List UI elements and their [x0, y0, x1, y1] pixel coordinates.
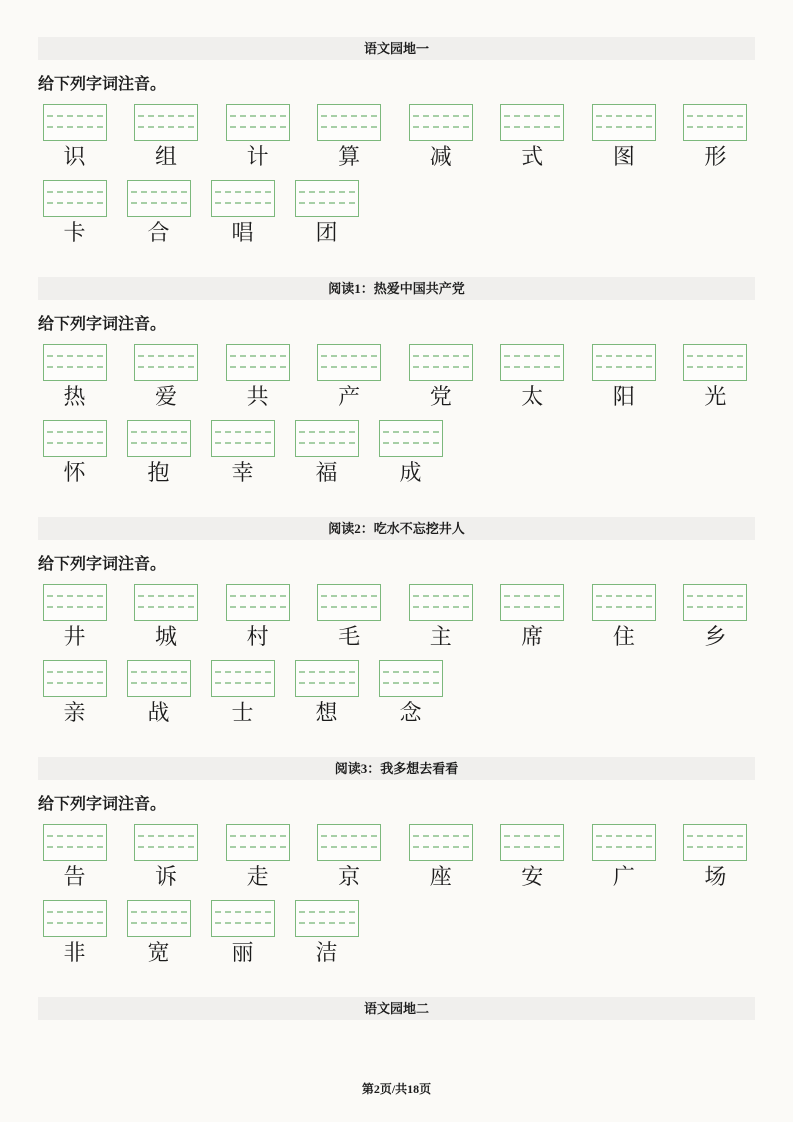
pinyin-input-box[interactable] — [683, 104, 747, 141]
pinyin-guide-line — [230, 366, 286, 368]
pinyin-cell — [42, 420, 107, 486]
pinyin-input-box[interactable] — [127, 900, 191, 937]
pinyin-guide-line — [687, 606, 743, 608]
pinyin-row — [38, 660, 755, 726]
pinyin-guide-line — [299, 442, 355, 444]
hanzi-character: 广 — [612, 864, 635, 889]
pinyin-cell — [317, 824, 382, 890]
pinyin-cell — [42, 824, 107, 890]
hanzi-character: 识 — [63, 144, 86, 169]
hanzi-character: 井 — [63, 624, 86, 649]
pinyin-input-box[interactable] — [43, 900, 107, 937]
hanzi-character: 太 — [521, 384, 544, 409]
hanzi-character: 诉 — [155, 864, 178, 889]
pinyin-guide-line — [47, 682, 103, 684]
pinyin-guide-line — [131, 431, 187, 433]
pinyin-guide-line — [47, 835, 103, 837]
pinyin-guide-line — [321, 115, 377, 117]
pinyin-input-box[interactable] — [211, 420, 275, 457]
pinyin-cell — [408, 104, 473, 170]
instruction-text: 给下列字词注音。 — [38, 76, 167, 93]
pinyin-guide-line — [215, 682, 271, 684]
pinyin-guide-line — [299, 431, 355, 433]
section-title: 语文园地一 — [38, 37, 755, 60]
pinyin-input-box[interactable] — [683, 584, 747, 621]
pinyin-cell — [210, 420, 275, 486]
pinyin-cell — [42, 180, 107, 246]
pinyin-guide-line — [47, 911, 103, 913]
pinyin-cell — [591, 344, 656, 410]
pinyin-guide-line — [596, 126, 652, 128]
pinyin-guide-line — [215, 431, 271, 433]
pinyin-guide-line — [47, 355, 103, 357]
hanzi-character: 算 — [338, 144, 361, 169]
pinyin-cell — [683, 584, 748, 650]
pinyin-guide-line — [215, 911, 271, 913]
pinyin-input-box[interactable] — [134, 824, 198, 861]
pinyin-guide-line — [215, 671, 271, 673]
pinyin-guide-line — [138, 355, 194, 357]
hanzi-character: 住 — [612, 624, 635, 649]
hanzi-character: 产 — [338, 384, 361, 409]
pinyin-guide-line — [687, 366, 743, 368]
pinyin-input-box[interactable] — [295, 180, 359, 217]
pinyin-input-box[interactable] — [43, 660, 107, 697]
pinyin-guide-line — [413, 355, 469, 357]
pinyin-guide-line — [383, 431, 439, 433]
pinyin-input-box[interactable] — [43, 180, 107, 217]
hanzi-character: 安 — [521, 864, 544, 889]
hanzi-character: 阳 — [612, 384, 635, 409]
pinyin-guide-line — [687, 595, 743, 597]
hanzi-character: 想 — [315, 700, 338, 725]
pinyin-cell — [42, 104, 107, 170]
hanzi-character: 共 — [246, 384, 269, 409]
pinyin-input-box[interactable] — [127, 660, 191, 697]
pinyin-cell — [591, 104, 656, 170]
pinyin-row — [38, 180, 755, 246]
pinyin-row — [38, 104, 748, 170]
pinyin-guide-line — [230, 835, 286, 837]
hanzi-character: 光 — [704, 384, 727, 409]
pinyin-guide-line — [138, 835, 194, 837]
pinyin-cell — [42, 900, 107, 966]
hanzi-character: 丽 — [231, 940, 254, 965]
pinyin-input-box[interactable] — [43, 824, 107, 861]
pinyin-guide-line — [215, 442, 271, 444]
pinyin-cell — [126, 900, 191, 966]
worksheet-content — [38, 37, 755, 1020]
pinyin-guide-line — [596, 835, 652, 837]
hanzi-character: 幸 — [231, 460, 254, 485]
pinyin-guide-line — [299, 671, 355, 673]
pinyin-input-box[interactable] — [409, 104, 473, 141]
pinyin-cell — [683, 344, 748, 410]
section-title: 阅读1：热爱中国共产党 — [38, 277, 755, 300]
pinyin-guide-line — [47, 922, 103, 924]
pinyin-guide-line — [383, 671, 439, 673]
hanzi-character: 唱 — [231, 220, 254, 245]
pinyin-guide-line — [138, 115, 194, 117]
pinyin-guide-line — [131, 922, 187, 924]
pinyin-cell — [500, 104, 565, 170]
pinyin-guide-line — [215, 191, 271, 193]
pinyin-cell — [294, 180, 359, 246]
pinyin-guide-line — [383, 442, 439, 444]
pinyin-cell — [134, 584, 199, 650]
worksheet-section — [38, 757, 755, 966]
pinyin-guide-line — [47, 595, 103, 597]
pinyin-guide-line — [230, 355, 286, 357]
pinyin-input-box[interactable] — [317, 344, 381, 381]
pinyin-guide-line — [138, 366, 194, 368]
pinyin-guide-line — [131, 191, 187, 193]
pinyin-input-box[interactable] — [127, 420, 191, 457]
pinyin-guide-line — [230, 126, 286, 128]
pinyin-input-box[interactable] — [500, 584, 564, 621]
pinyin-guide-line — [504, 595, 560, 597]
pinyin-guide-line — [215, 922, 271, 924]
pinyin-guide-line — [321, 355, 377, 357]
pinyin-cell — [225, 584, 290, 650]
pinyin-cell — [225, 104, 290, 170]
pinyin-guide-line — [596, 595, 652, 597]
hanzi-character: 团 — [315, 220, 338, 245]
pinyin-input-box[interactable] — [211, 180, 275, 217]
hanzi-character: 京 — [338, 864, 361, 889]
pinyin-guide-line — [131, 911, 187, 913]
pinyin-guide-line — [687, 115, 743, 117]
pinyin-input-box[interactable] — [500, 824, 564, 861]
pinyin-cell — [225, 824, 290, 890]
pinyin-input-box[interactable] — [317, 104, 381, 141]
pinyin-guide-line — [138, 606, 194, 608]
pinyin-guide-line — [47, 431, 103, 433]
pinyin-cell — [294, 660, 359, 726]
pinyin-input-box[interactable] — [295, 420, 359, 457]
pinyin-cell — [500, 824, 565, 890]
pinyin-guide-line — [687, 355, 743, 357]
worksheet-section — [38, 37, 755, 246]
pinyin-input-box[interactable] — [592, 104, 656, 141]
pinyin-guide-line — [321, 846, 377, 848]
hanzi-character: 主 — [429, 624, 452, 649]
pinyin-cell — [408, 584, 473, 650]
pinyin-guide-line — [687, 126, 743, 128]
hanzi-character: 成 — [399, 460, 422, 485]
pinyin-cell — [134, 104, 199, 170]
hanzi-character: 念 — [399, 700, 422, 725]
pinyin-cell — [500, 344, 565, 410]
pinyin-guide-line — [131, 202, 187, 204]
page-number: 第2页/共18页 — [361, 1082, 432, 1096]
pinyin-input-box[interactable] — [317, 584, 381, 621]
hanzi-character: 热 — [63, 384, 86, 409]
pinyin-guide-line — [299, 922, 355, 924]
pinyin-input-box[interactable] — [295, 660, 359, 697]
pinyin-cell — [294, 900, 359, 966]
pinyin-guide-line — [504, 366, 560, 368]
pinyin-row — [38, 420, 755, 486]
pinyin-input-box[interactable] — [134, 584, 198, 621]
pinyin-guide-line — [321, 835, 377, 837]
hanzi-character: 计 — [246, 144, 269, 169]
pinyin-guide-line — [596, 115, 652, 117]
pinyin-cell — [408, 824, 473, 890]
hanzi-character: 城 — [155, 624, 178, 649]
pinyin-input-box[interactable] — [379, 660, 443, 697]
hanzi-character: 士 — [231, 700, 254, 725]
pinyin-guide-line — [47, 126, 103, 128]
hanzi-character: 告 — [63, 864, 86, 889]
pinyin-cell — [126, 180, 191, 246]
pinyin-guide-line — [687, 846, 743, 848]
pinyin-cell — [210, 660, 275, 726]
hanzi-character: 图 — [612, 144, 635, 169]
pinyin-cell — [294, 420, 359, 486]
pinyin-cell — [378, 420, 443, 486]
instruction-text: 给下列字词注音。 — [38, 316, 167, 333]
pinyin-guide-line — [299, 911, 355, 913]
pinyin-guide-line — [131, 682, 187, 684]
hanzi-character: 亲 — [63, 700, 86, 725]
pinyin-guide-line — [138, 595, 194, 597]
pinyin-guide-line — [47, 366, 103, 368]
hanzi-character: 合 — [147, 220, 170, 245]
hanzi-character: 毛 — [338, 624, 361, 649]
pinyin-guide-line — [299, 191, 355, 193]
pinyin-guide-line — [413, 595, 469, 597]
pinyin-input-box[interactable] — [500, 344, 564, 381]
pinyin-cell — [126, 660, 191, 726]
pinyin-input-box[interactable] — [226, 104, 290, 141]
hanzi-character: 党 — [429, 384, 452, 409]
pinyin-input-box[interactable] — [226, 344, 290, 381]
pinyin-cell — [500, 584, 565, 650]
pinyin-input-box[interactable] — [211, 660, 275, 697]
pinyin-guide-line — [47, 191, 103, 193]
pinyin-guide-line — [596, 846, 652, 848]
pinyin-guide-line — [47, 202, 103, 204]
pinyin-cell — [210, 180, 275, 246]
pinyin-cell — [42, 344, 107, 410]
pinyin-input-box[interactable] — [43, 420, 107, 457]
pinyin-input-box[interactable] — [683, 824, 747, 861]
pinyin-cell — [591, 824, 656, 890]
hanzi-character: 组 — [155, 144, 178, 169]
pinyin-guide-line — [321, 366, 377, 368]
pinyin-guide-line — [413, 126, 469, 128]
hanzi-character: 式 — [521, 144, 544, 169]
pinyin-cell — [126, 420, 191, 486]
pinyin-cell — [210, 900, 275, 966]
pinyin-input-box[interactable] — [317, 824, 381, 861]
pinyin-guide-line — [138, 126, 194, 128]
hanzi-character: 场 — [704, 864, 727, 889]
pinyin-guide-line — [215, 202, 271, 204]
pinyin-guide-line — [596, 355, 652, 357]
hanzi-character: 席 — [521, 624, 544, 649]
hanzi-character: 卡 — [63, 220, 86, 245]
pinyin-guide-line — [321, 606, 377, 608]
pinyin-cell — [134, 344, 199, 410]
pinyin-guide-line — [131, 671, 187, 673]
pinyin-cell — [317, 104, 382, 170]
section-title: 阅读2：吃水不忘挖井人 — [38, 517, 755, 540]
pinyin-guide-line — [230, 606, 286, 608]
pinyin-guide-line — [47, 115, 103, 117]
pinyin-cell — [683, 104, 748, 170]
pinyin-cell — [378, 660, 443, 726]
pinyin-guide-line — [413, 835, 469, 837]
pinyin-guide-line — [413, 115, 469, 117]
pinyin-guide-line — [47, 846, 103, 848]
pinyin-row — [38, 900, 755, 966]
pinyin-input-box[interactable] — [226, 824, 290, 861]
hanzi-character: 座 — [429, 864, 452, 889]
pinyin-guide-line — [504, 846, 560, 848]
hanzi-character: 爱 — [155, 384, 178, 409]
pinyin-guide-line — [413, 846, 469, 848]
pinyin-cell — [317, 584, 382, 650]
pinyin-cell — [408, 344, 473, 410]
pinyin-input-box[interactable] — [134, 344, 198, 381]
pinyin-cell — [42, 584, 107, 650]
pinyin-input-box[interactable] — [409, 584, 473, 621]
pinyin-guide-line — [299, 202, 355, 204]
pinyin-input-box[interactable] — [127, 180, 191, 217]
pinyin-input-box[interactable] — [211, 900, 275, 937]
hanzi-character: 抱 — [147, 460, 170, 485]
pinyin-guide-line — [687, 835, 743, 837]
pinyin-row — [38, 824, 748, 890]
section-title: 阅读3：我多想去看看 — [38, 757, 755, 780]
hanzi-character: 形 — [704, 144, 727, 169]
instruction-text: 给下列字词注音。 — [38, 796, 167, 813]
pinyin-guide-line — [413, 606, 469, 608]
worksheet-section — [38, 517, 755, 726]
pinyin-guide-line — [138, 846, 194, 848]
pinyin-input-box[interactable] — [409, 344, 473, 381]
pinyin-cell — [42, 660, 107, 726]
pinyin-input-box[interactable] — [295, 900, 359, 937]
hanzi-character: 福 — [315, 460, 338, 485]
pinyin-input-box[interactable] — [43, 584, 107, 621]
pinyin-cell — [134, 824, 199, 890]
pinyin-input-box[interactable] — [500, 104, 564, 141]
pinyin-guide-line — [47, 606, 103, 608]
pinyin-row — [38, 344, 748, 410]
pinyin-guide-line — [504, 126, 560, 128]
pinyin-guide-line — [47, 442, 103, 444]
pinyin-input-box[interactable] — [226, 584, 290, 621]
hanzi-character: 宽 — [147, 940, 170, 965]
instruction-text: 给下列字词注音。 — [38, 556, 167, 573]
pinyin-guide-line — [47, 671, 103, 673]
pinyin-guide-line — [299, 682, 355, 684]
pinyin-guide-line — [596, 366, 652, 368]
pinyin-guide-line — [131, 442, 187, 444]
pinyin-input-box[interactable] — [43, 104, 107, 141]
pinyin-guide-line — [504, 115, 560, 117]
pinyin-input-box[interactable] — [409, 824, 473, 861]
pinyin-input-box[interactable] — [43, 344, 107, 381]
pinyin-guide-line — [321, 595, 377, 597]
hanzi-character: 战 — [147, 700, 170, 725]
pinyin-guide-line — [504, 355, 560, 357]
pinyin-input-box[interactable] — [134, 104, 198, 141]
section-title: 语文园地二 — [38, 997, 755, 1020]
hanzi-character: 走 — [246, 864, 269, 889]
pinyin-guide-line — [230, 115, 286, 117]
pinyin-cell — [225, 344, 290, 410]
hanzi-character: 非 — [63, 940, 86, 965]
hanzi-character: 怀 — [63, 460, 86, 485]
pinyin-input-box[interactable] — [379, 420, 443, 457]
hanzi-character: 村 — [246, 624, 269, 649]
pinyin-input-box[interactable] — [592, 344, 656, 381]
pinyin-guide-line — [383, 682, 439, 684]
pinyin-guide-line — [504, 835, 560, 837]
worksheet-section — [38, 277, 755, 486]
pinyin-guide-line — [230, 846, 286, 848]
pinyin-input-box[interactable] — [592, 824, 656, 861]
pinyin-input-box[interactable] — [683, 344, 747, 381]
hanzi-character: 洁 — [315, 940, 338, 965]
pinyin-input-box[interactable] — [592, 584, 656, 621]
pinyin-guide-line — [596, 606, 652, 608]
pinyin-cell — [591, 584, 656, 650]
pinyin-guide-line — [230, 595, 286, 597]
pinyin-guide-line — [504, 606, 560, 608]
pinyin-cell — [683, 824, 748, 890]
pinyin-guide-line — [413, 366, 469, 368]
pinyin-guide-line — [321, 126, 377, 128]
pinyin-row — [38, 584, 748, 650]
hanzi-character: 乡 — [704, 624, 727, 649]
pinyin-cell — [317, 344, 382, 410]
hanzi-character: 减 — [429, 144, 452, 169]
worksheet-section — [38, 997, 755, 1020]
